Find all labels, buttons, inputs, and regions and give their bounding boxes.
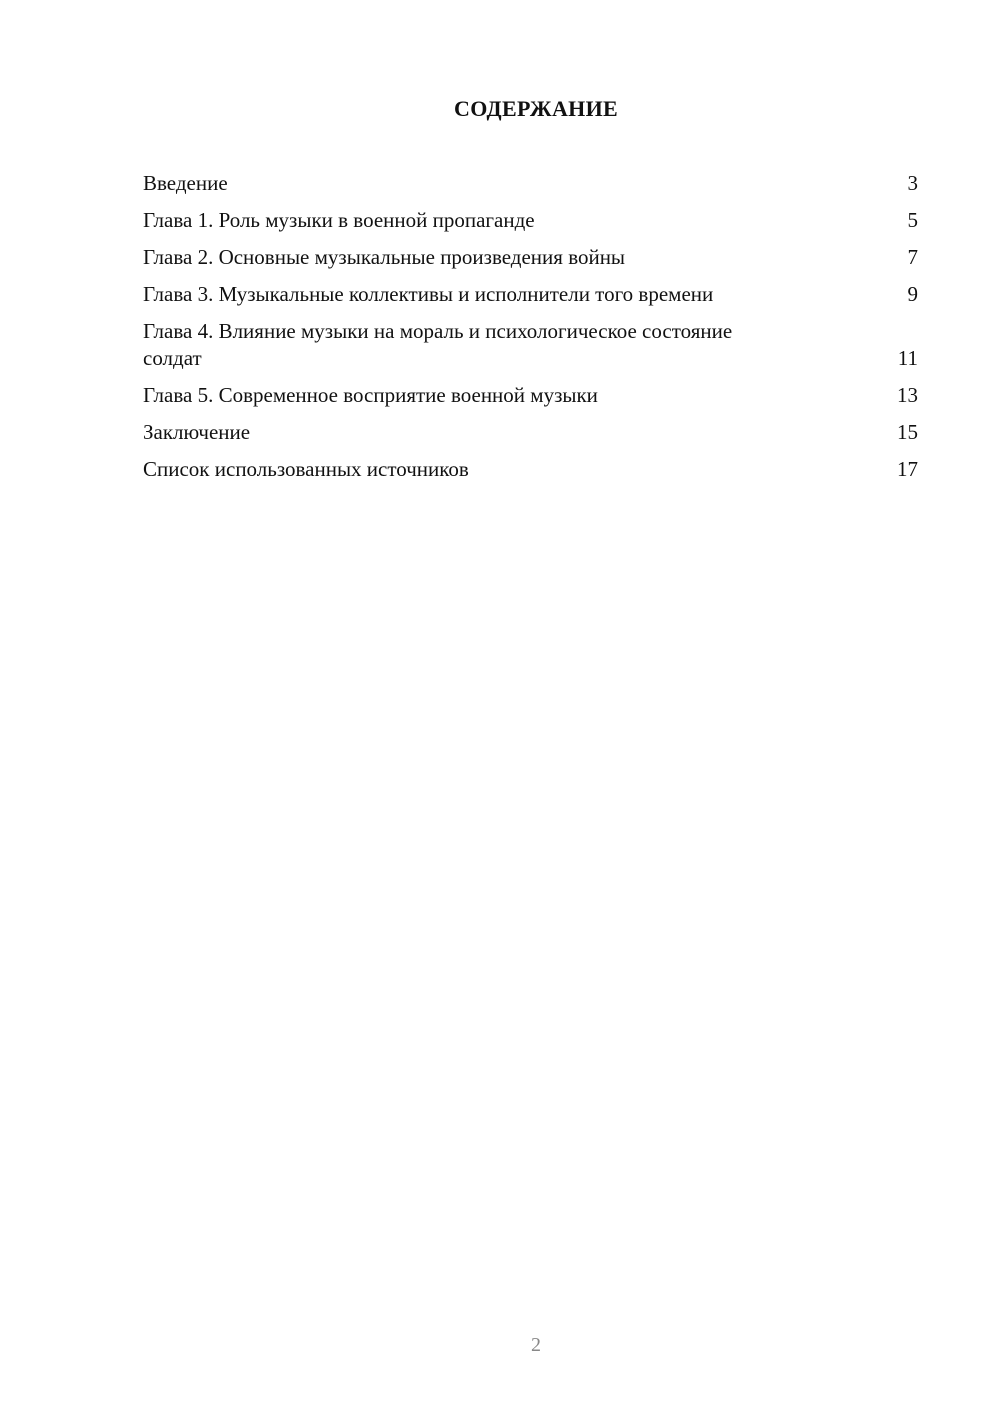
toc-entry-title: Глава 2. Основные музыкальные произведения войны [143,245,626,269]
toc-entry-title: Глава 4. Влияние музыки на мораль и психологическое состояние солдат [143,319,733,370]
toc-entry-page: 15 [897,420,918,444]
toc-entry-page: 11 [897,346,918,370]
toc-entry-page: 3 [907,171,918,195]
toc-entry-page: 17 [897,457,918,481]
toc-entry-chapter-2[interactable] [143,244,918,271]
page-number: 2 [531,1334,541,1356]
toc-entry-chapter-5[interactable] [143,382,918,409]
toc-entry-title: Глава 1. Роль музыки в военной пропаганде [143,208,535,232]
table-of-contents [143,170,918,493]
toc-entry-title: Глава 5. Современное восприятие военной музыки [143,383,598,407]
toc-entry-chapter-4[interactable] [143,318,918,372]
toc-entry-page: 9 [907,282,918,306]
toc-entry-conclusion[interactable] [143,419,918,446]
toc-entry-page: 13 [897,383,918,407]
toc-entry-chapter-1[interactable] [143,207,918,234]
toc-entry-title: Глава 3. Музыкальные коллективы и исполнители того времени [143,282,714,306]
toc-entry-title: Список использованных источников [143,457,469,481]
toc-entry-introduction[interactable] [143,170,918,197]
toc-entry-title: Введение [143,171,228,195]
toc-entry-chapter-3[interactable] [143,281,918,308]
toc-entry-references[interactable] [143,456,918,483]
toc-entry-page: 5 [907,208,918,232]
toc-entry-page: 7 [907,245,918,269]
page-title: СОДЕРЖАНИЕ [454,96,618,121]
toc-entry-title: Заключение [143,420,251,444]
